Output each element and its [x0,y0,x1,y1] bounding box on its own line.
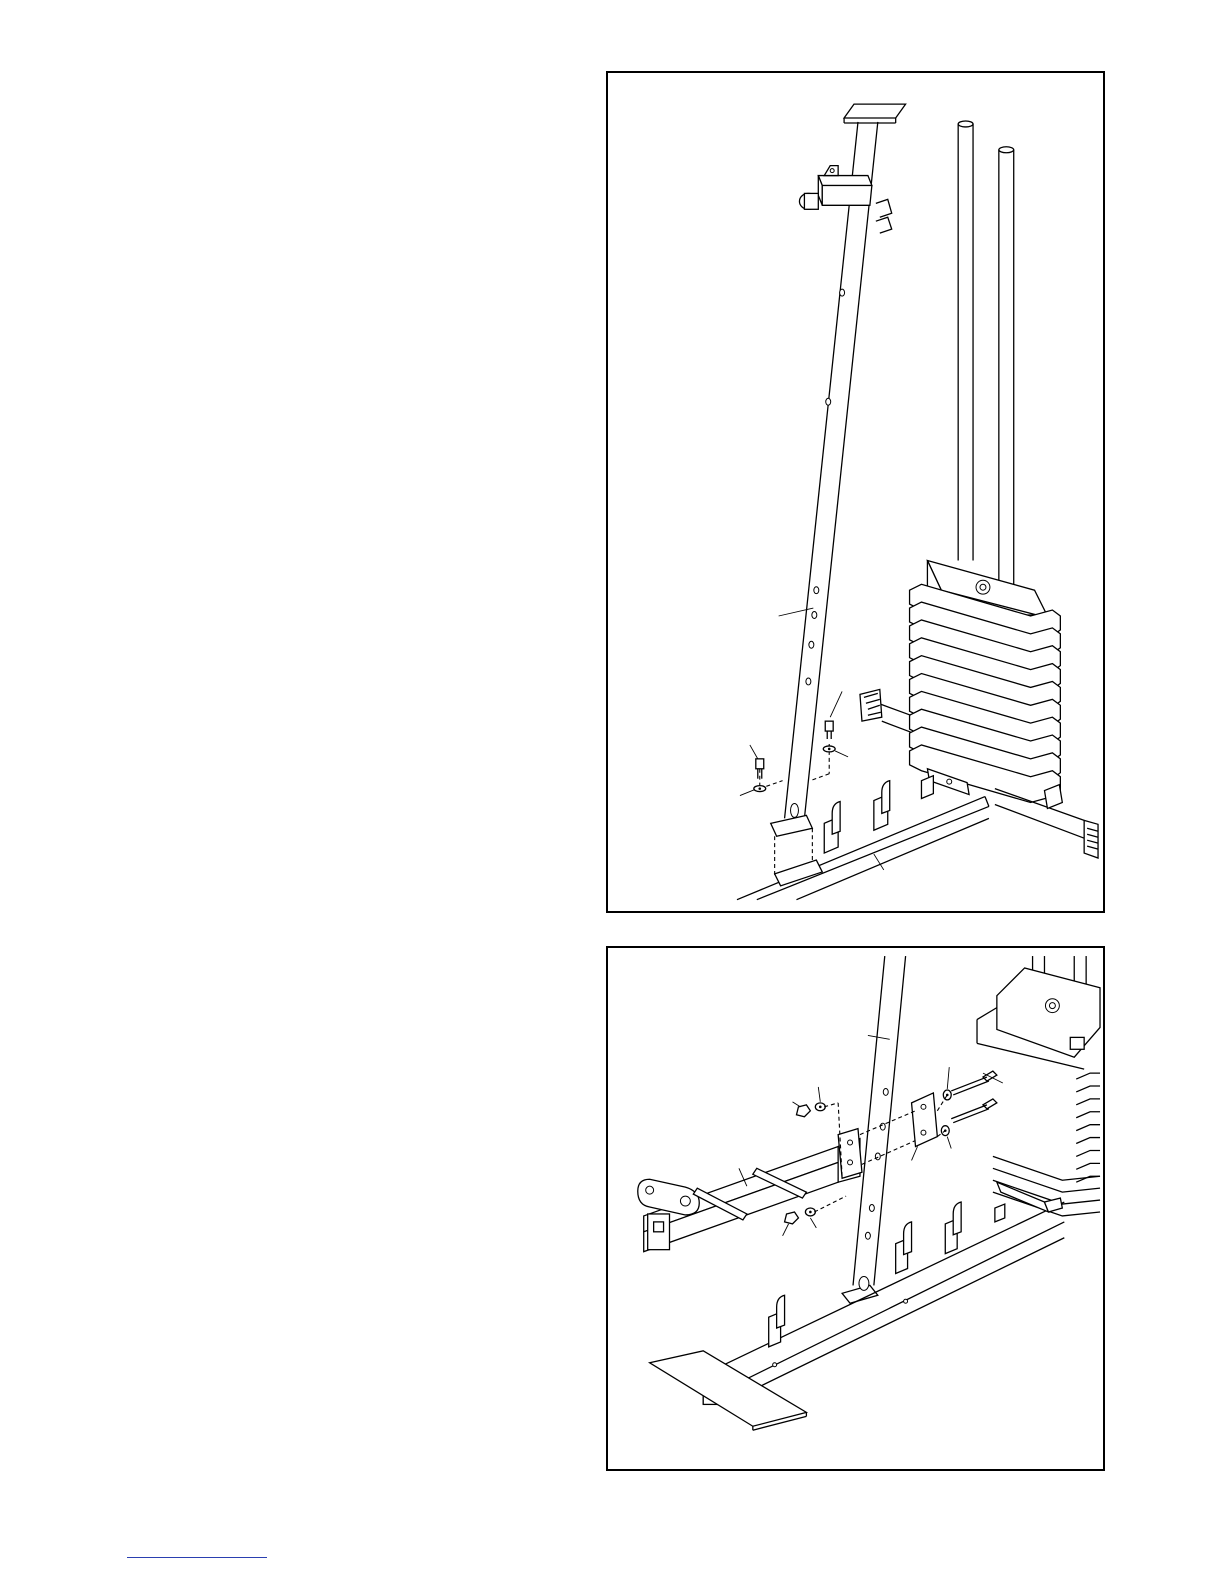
upright-side-arm [799,166,871,210]
assembly-figure-2 [606,946,1105,1471]
side-arm-assembly [638,1129,862,1252]
weight-plate-edge [1076,1086,1100,1092]
right-bolt-and-washer [823,721,835,752]
weight-plate-edge [1076,1125,1100,1131]
weight-guide-rods [958,121,1014,592]
weight-plate-edge [1076,1112,1100,1118]
upright-mounting-plate [912,1093,938,1147]
base-long-rail [737,797,989,900]
upright-tube [853,956,906,1285]
figure-1-drawing [608,73,1103,911]
base-brackets [824,776,933,853]
weight-plate-edge [1076,1150,1100,1156]
assembly-figure-1 [606,71,1105,913]
right-bolts [941,1071,997,1135]
upright-rear-bracket [876,199,892,233]
left-bolt-and-washer [754,759,766,792]
figure-2-drawing [608,948,1103,1469]
upright-top-plate [844,104,906,123]
weight-plate-edge [1076,1099,1100,1105]
weight-plate-edge [1076,1138,1100,1144]
footer-rule [127,1557,267,1558]
weight-plate-edge [1076,1163,1100,1169]
weight-stack-corner [977,956,1100,1069]
weight-plate-edge [1076,1073,1100,1079]
base-floor-plate [775,860,823,886]
weight-plate-edge [993,1156,1100,1180]
base-rail [703,1202,1064,1404]
